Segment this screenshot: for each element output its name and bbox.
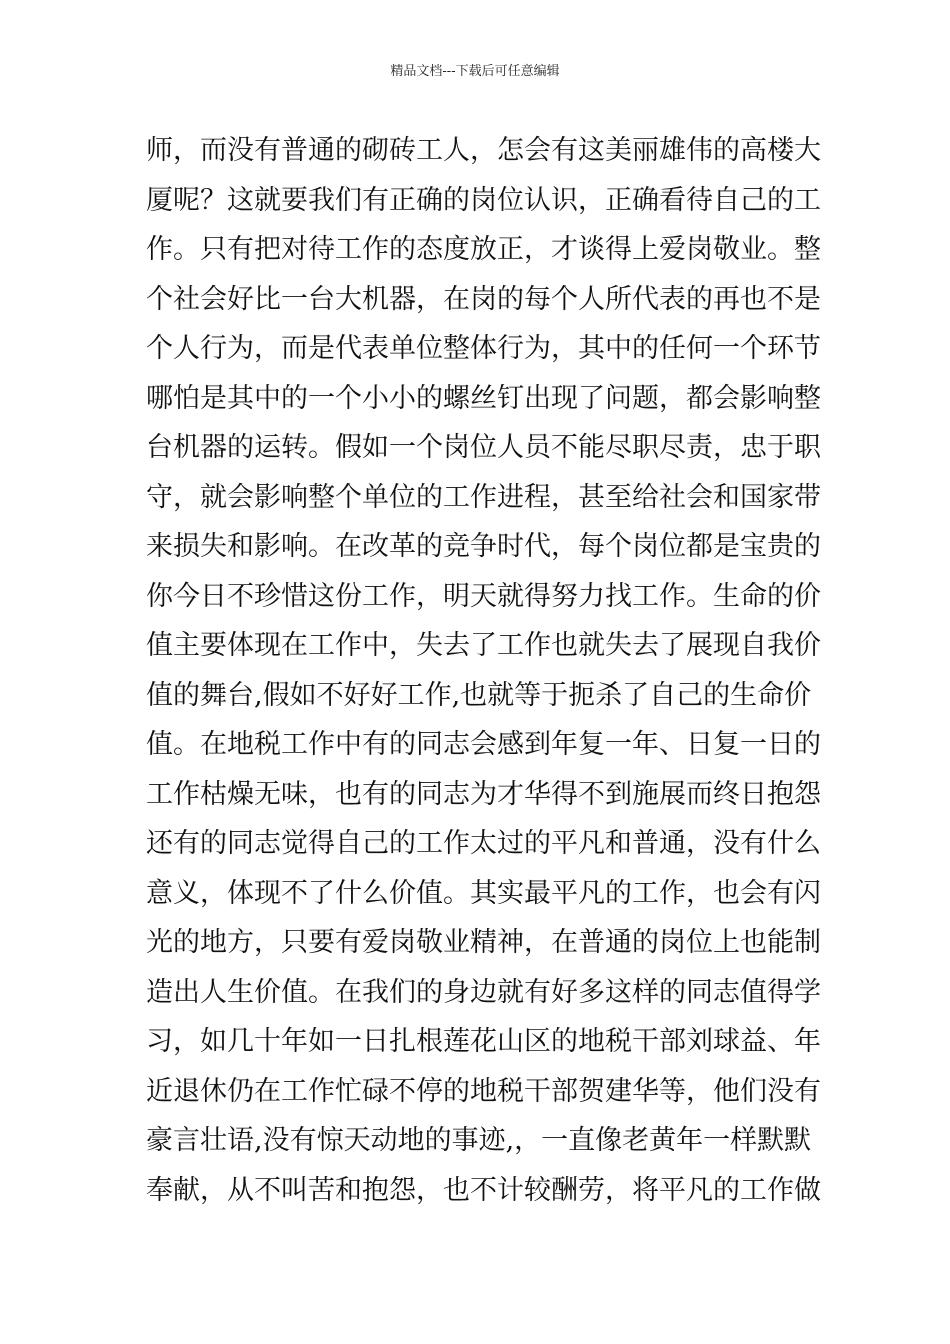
body-line: 还有的同志觉得自己的工作太过的平凡和普通，没有什么	[146, 828, 821, 859]
body-line: 哪怕是其中的一个小小的螺丝钉出现了问题，都会影响整	[146, 382, 821, 414]
body-line: 你今日不珍惜这份工作，明天就得努力找工作。生命的价	[146, 580, 821, 612]
page-header: 精品文档---下载后可任意编辑	[390, 64, 560, 79]
body-line: 光的地方，只要有爱岗敬业精神，在普通的岗位上也能制	[146, 927, 821, 958]
body-line: 工作枯燥无味，也有的同志为才华得不到施展而终日抱怨	[146, 778, 821, 810]
body-line: 奉献，从不叫苦和抱怨，也不计较酬劳，将平凡的工作做	[146, 1174, 821, 1206]
body-line: 师，而没有普通的砌砖工人，怎会有这美丽雄伟的高楼大	[146, 135, 821, 166]
body-line: 豪言壮语,没有惊天动地的事迹,，一直像老黄年一样默默	[146, 1125, 812, 1156]
body-line: 守，就会影响整个单位的工作进程，甚至给社会和国家带	[146, 481, 821, 513]
body-line: 值的舞台,假如不好好工作,也就等于扼杀了自己的生命价	[146, 679, 812, 711]
body-text	[146, 126, 821, 1215]
body-line: 个社会好比一台大机器，在岗的每个人所代表的再也不是	[146, 283, 821, 315]
body-line: 厦呢？这就要我们有正确的岗位认识，正确看待自己的工	[146, 184, 821, 216]
body-line: 造出人生价值。在我们的身边就有好多这样的同志值得学	[146, 976, 821, 1008]
body-line: 值。在地税工作中有的同志会感到年复一年、日复一日的	[146, 729, 821, 760]
body-line: 值主要体现在工作中，失去了工作也就失去了展现自我价	[146, 630, 821, 661]
body-line: 个人行为，而是代表单位整体行为，其中的任何一个环节	[146, 333, 821, 364]
body-line: 习，如几十年如一日扎根莲花山区的地税干部刘球益、年	[146, 1026, 821, 1057]
body-line: 意义，体现不了什么价值。其实最平凡的工作，也会有闪	[146, 877, 821, 909]
body-line: 来损失和影响。在改革的竞争时代，每个岗位都是宝贵的	[146, 531, 821, 562]
body-line: 近退休仍在工作忙碌不停的地税干部贺建华等，他们没有	[146, 1075, 821, 1107]
body-line: 作。只有把对待工作的态度放正，才谈得上爱岗敬业。整	[146, 234, 821, 265]
body-line: 台机器的运转。假如一个岗位人员不能尽职尽责，忠于职	[146, 432, 821, 463]
